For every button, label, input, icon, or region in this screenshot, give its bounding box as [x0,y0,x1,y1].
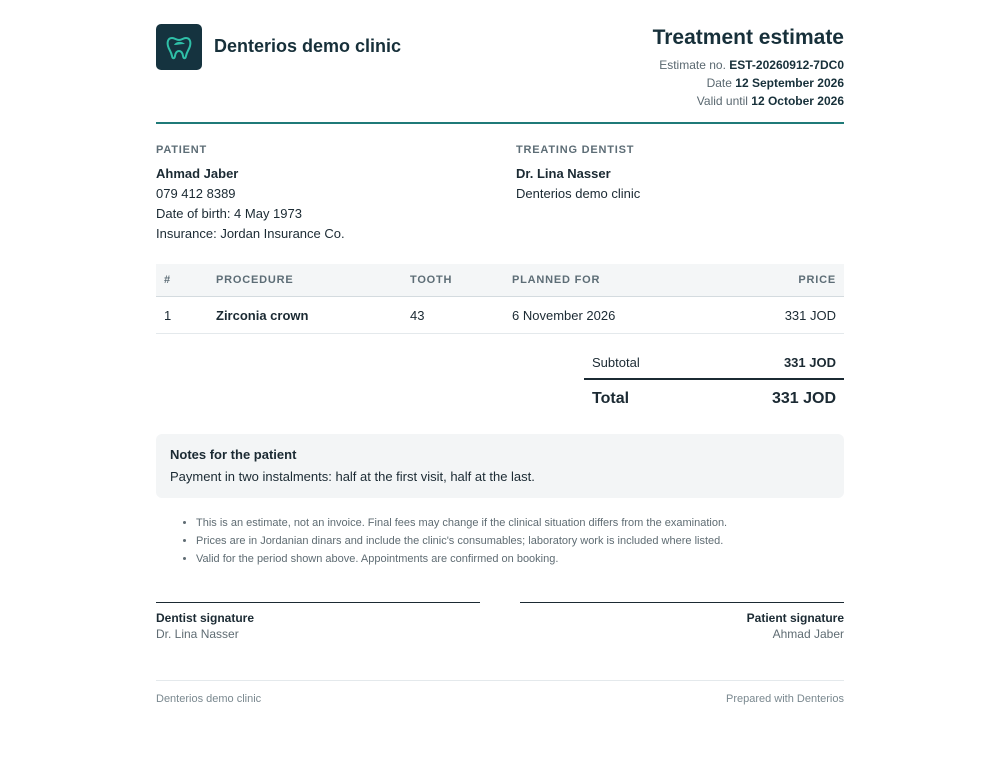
signatures-section [156,602,844,676]
total-label: Total [592,390,630,407]
estimate-date-value: 12 September 2026 [735,76,844,90]
row-price: 331 JOD [720,297,844,334]
subtotal-label: Subtotal [592,354,640,370]
patient-insurance: Insurance: Jordan Insurance Co. [156,226,345,241]
dentist-clinic: Denterios demo clinic [516,186,641,201]
total-row [584,380,844,418]
valid-until-value: 12 October 2026 [751,94,844,108]
estimate-number [653,56,844,74]
patient-block [156,144,345,244]
disclaimer-list [156,514,844,568]
footer-clinic: Denterios demo clinic [156,693,262,705]
patient-phone: 079 412 8389 [156,186,236,201]
document-header [156,24,844,124]
patient-name: Ahmad Jaber [156,166,239,181]
column-header-procedure: PROCEDURE [208,264,402,297]
column-header-number: # [156,264,208,297]
dentist-signature-label: Dentist signature [156,611,255,625]
clinic-logo [156,24,202,70]
clinic-name: Denterios demo clinic [214,36,402,56]
totals-box [584,346,844,418]
table-header-row [156,264,844,297]
patient-signature-name: Ahmad Jaber [772,627,844,641]
document-meta [653,24,844,110]
column-header-price: PRICE [720,264,844,297]
patient-label: PATIENT [156,144,208,156]
patient-signature-label: Patient signature [746,611,844,625]
column-header-tooth: TOOTH [402,264,504,297]
disclaimer-item: • Valid for the period shown above. Appointments are confirmed on booking. [196,550,844,568]
notes-body: Payment in two instalments: half at the first visit, half at the last. [170,469,535,484]
patient-signature [520,602,844,643]
estimate-date [653,74,844,92]
estimate-document [156,24,844,711]
estimate-date-label: Date [706,76,732,90]
subtotal-row [584,346,844,378]
valid-until-label: Valid until [696,94,748,108]
patient-dob: Date of birth: 4 May 1973 [156,206,302,221]
disclaimer-item: • This is an estimate, not an invoice. Final fees may change if the clinical situation differs from the examination. [196,514,844,532]
estimate-number-value: EST-20260912-7DC0 [729,58,844,72]
table-row [156,297,844,334]
subtotal-value: 331 JOD [783,354,836,370]
parties-section [156,124,844,264]
document-footer [156,680,844,711]
row-number: 1 [156,297,208,334]
totals-section [156,334,844,434]
row-procedure: Zirconia crown [208,297,402,334]
patient-notes [156,434,844,498]
notes-title: Notes for the patient [170,447,297,462]
total-value: 331 JOD [771,390,836,407]
disclaimer-item: • Prices are in Jordanian dinars and include the clinic's consumables; laboratory work is included where listed. [196,532,844,550]
dentist-signature [156,602,480,643]
dentist-name: Dr. Lina Nasser [516,166,611,181]
column-header-planned: PLANNED FOR [504,264,720,297]
dentist-label: TREATING DENTIST [516,144,635,156]
valid-until [653,92,844,110]
document-title: Treatment estimate [652,26,844,49]
row-tooth: 43 [402,297,504,334]
dentist-block [516,144,640,204]
footer-credit: Prepared with Denterios [725,693,844,705]
tooth-icon [164,32,194,62]
row-planned-date: 6 November 2026 [504,297,720,334]
procedures-table [156,264,844,334]
dentist-signature-name: Dr. Lina Nasser [156,627,239,641]
estimate-number-label: Estimate no. [659,58,726,72]
